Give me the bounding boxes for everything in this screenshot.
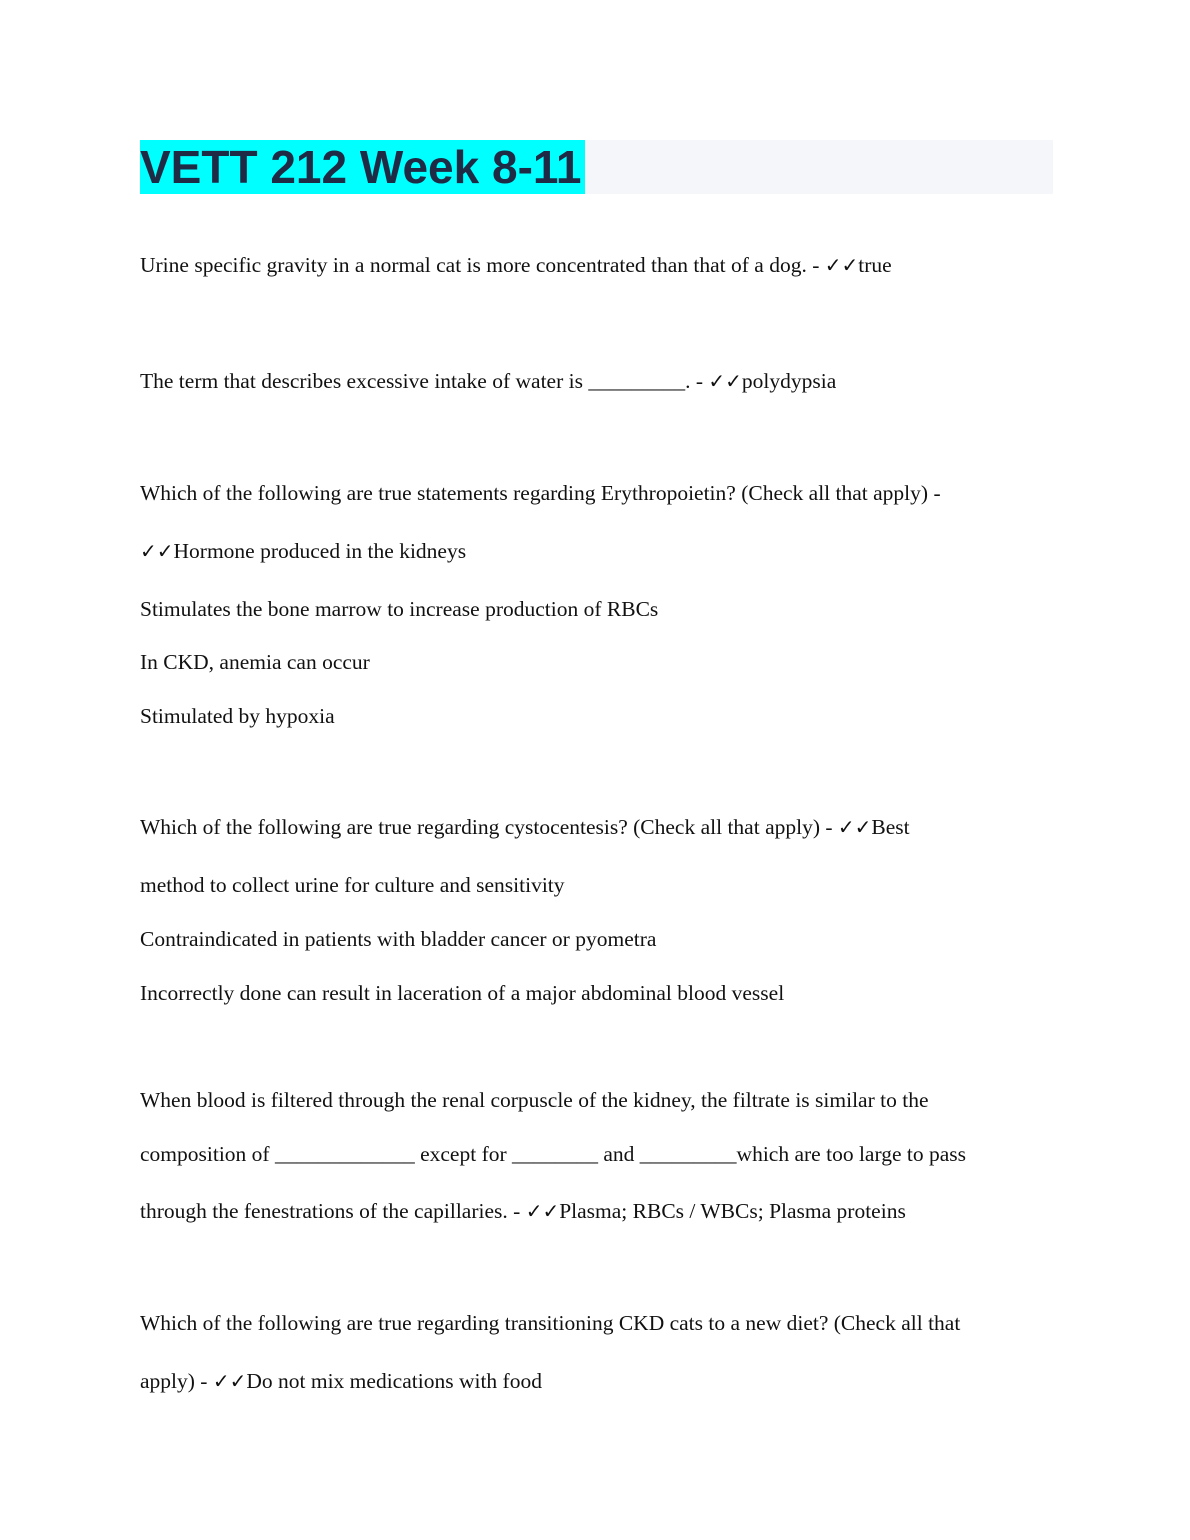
text-line: [140, 479, 941, 507]
text-line: [140, 537, 466, 565]
text-line: [140, 813, 910, 841]
line-text: composition of _____________ except for ________ and _________which are too large to pass: [140, 1142, 967, 1166]
title-bar: [140, 140, 1053, 194]
text-line: [140, 702, 335, 730]
line-text: The term that describes excessive intake of water is _________. -: [140, 369, 709, 393]
answer-text: polydypsia: [741, 369, 837, 393]
text-line: [140, 871, 565, 899]
line-text: In CKD, anemia can occur: [140, 650, 370, 674]
line-text: Stimulated by hypoxia: [140, 704, 335, 728]
answer-text: Do not mix medications with food: [246, 1369, 542, 1393]
check-mark-icon: ✓✓: [525, 1199, 560, 1223]
text-line: [140, 925, 656, 953]
document-title: VETT 212 Week 8-11: [140, 140, 585, 194]
check-mark-icon: ✓✓: [140, 539, 174, 563]
line-text: Which of the following are true regarding transitioning CKD cats to a new diet? (Check all that: [140, 1311, 961, 1335]
line-text: Incorrectly done can result in laceration of a major abdominal blood vessel: [140, 981, 785, 1005]
line-text: Stimulates the bone marrow to increase production of RBCs: [140, 597, 659, 621]
text-line: [140, 1140, 966, 1168]
check-mark-icon: ✓✓: [837, 815, 872, 839]
text-line: [140, 979, 784, 1007]
text-line: [140, 251, 892, 279]
check-mark-icon: ✓✓: [824, 253, 859, 277]
line-text: Contraindicated in patients with bladder cancer or pyometra: [140, 927, 657, 951]
line-text: Which of the following are true regarding cystocentesis? (Check all that apply) -: [140, 815, 838, 839]
line-text: Urine specific gravity in a normal cat is more concentrated than that of a dog. -: [140, 253, 825, 277]
answer-text: Best: [871, 815, 910, 839]
text-line: [140, 1309, 960, 1337]
answer-text: Plasma; RBCs / WBCs; Plasma proteins: [559, 1199, 906, 1223]
text-line: [140, 1086, 929, 1114]
line-text: Which of the following are true statements regarding Erythropoietin? (Check all that apply) -: [140, 481, 941, 505]
check-mark-icon: ✓✓: [708, 369, 742, 393]
line-text: through the fenestrations of the capillaries. -: [140, 1199, 526, 1223]
text-line: [140, 1367, 542, 1395]
text-line: [140, 1197, 906, 1225]
answer-text: Hormone produced in the kidneys: [173, 539, 467, 563]
check-mark-icon: ✓✓: [212, 1369, 247, 1393]
text-line: [140, 648, 370, 676]
line-text: When blood is filtered through the renal corpuscle of the kidney, the filtrate is similar to the: [140, 1088, 929, 1112]
line-text: apply) -: [140, 1369, 213, 1393]
text-line: [140, 595, 658, 623]
text-line: [140, 367, 836, 395]
answer-text: true: [858, 253, 892, 277]
line-text: method to collect urine for culture and sensitivity: [140, 873, 565, 897]
